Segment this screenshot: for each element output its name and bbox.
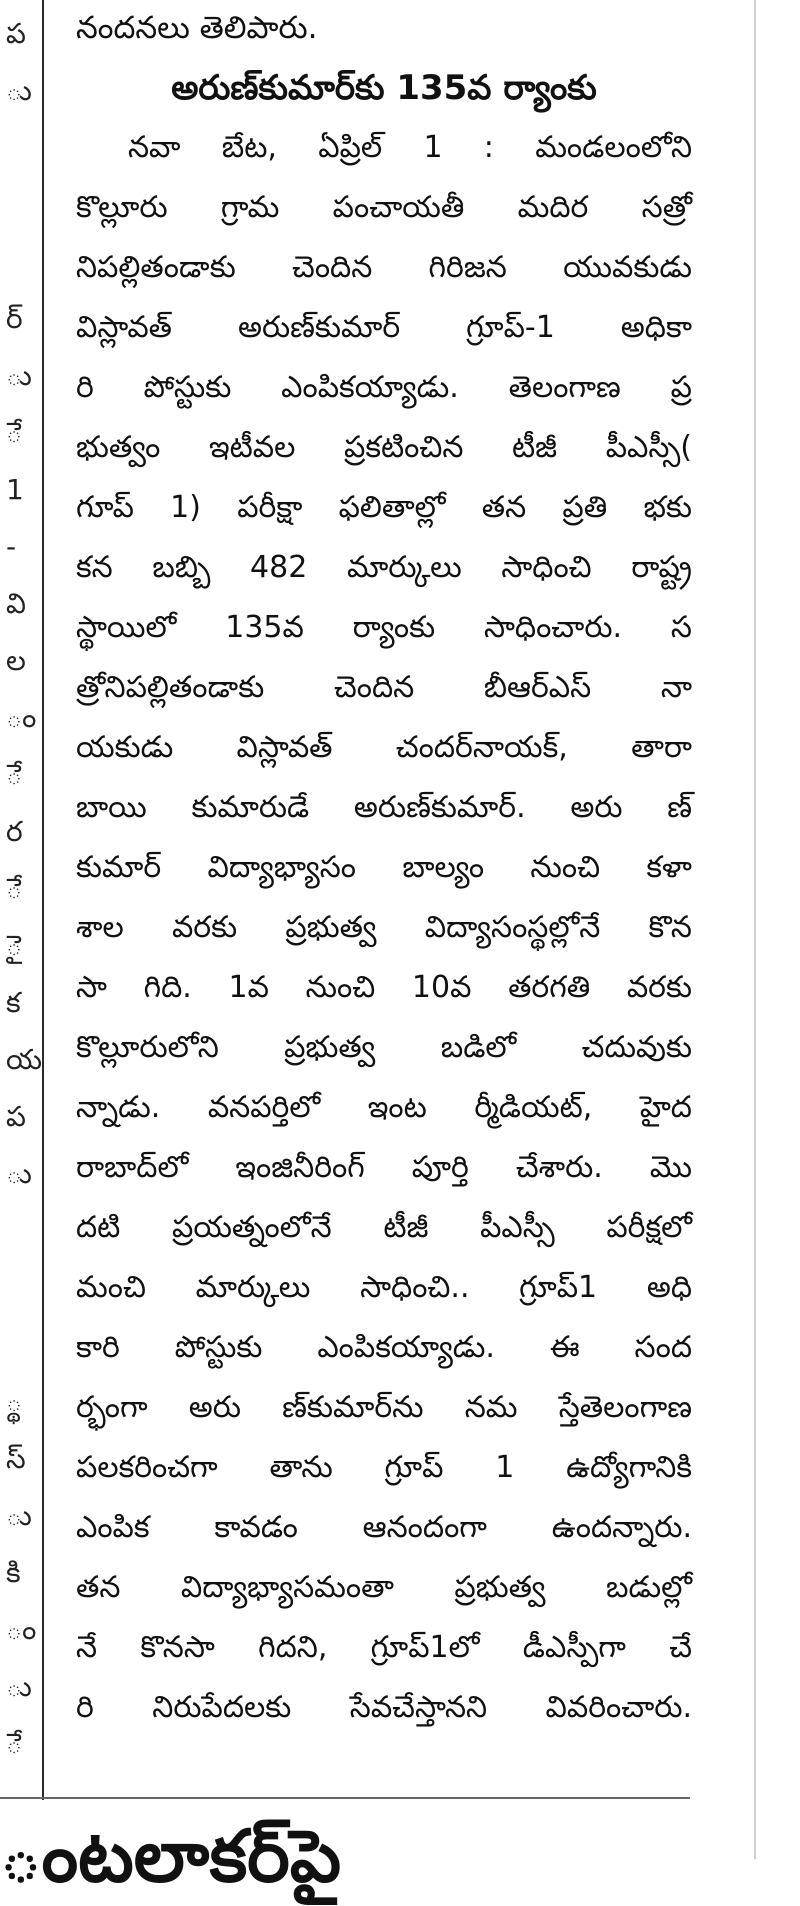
article-body-line: తన విద్యాభ్యాసమంతా ప్రభుత్వ బడుల్లో (76, 1570, 692, 1605)
article-body-line: నిపల్లితండాకు చెందిన గిరిజన యువకుడు (76, 250, 692, 285)
left-column-fragment: వి (6, 587, 26, 620)
article-body-line: స్థాయిలో 135వ ర్యాంకు సాధించారు. స (76, 610, 692, 645)
left-column-fragment: 1 (6, 473, 24, 506)
left-column-fragment: ే (6, 758, 23, 791)
article-body-line: బాయి కుమారుడే అరుణ్‌కుమార్. అరు ణ్ (76, 790, 692, 825)
next-article-headline: ంటలాకర్‌పై (0, 1814, 342, 1898)
article-body-line: దటి ప్రయత్నంలోనే టీజీ పీఎస్సీ పరీక్షలో (76, 1210, 692, 1245)
article-body-line: నవా బేట, ఏప్రిల్ 1 : మండలంలోని (128, 130, 692, 165)
article-body-line: కొల్లూరులోని ప్రభుత్వ బడిలో చదువుకు (76, 1030, 692, 1065)
left-column-fragment: ే (6, 872, 23, 905)
left-column-fragment: - (6, 530, 17, 563)
left-column-fragment: ల (6, 644, 26, 677)
left-column-fragment: ు (6, 74, 32, 107)
left-column-fragment: ం (6, 701, 37, 734)
article-body-line: గూప్ 1) పరీక్షా ఫలితాల్లో తన ప్రతి భకు (76, 490, 692, 525)
article-body-line: రాబాద్‌లో ఇంజినీరింగ్ పూర్తి చేశారు. మొ (76, 1150, 692, 1185)
article-headline: అరుణ్‌కుమార్‌కు 135వ ర్యాంకు (171, 68, 597, 108)
article-body-line: రి పోస్టుకు ఎంపికయ్యాడు. తెలంగాణ ప్ర (76, 370, 692, 405)
left-column-fragment: ర్ (6, 302, 23, 335)
left-column-fragment: ు (6, 359, 32, 392)
article-body-line: మంచి మార్కులు సాధించి.. గ్రూప్1 అధి (76, 1270, 692, 1305)
left-column-fragment: క (6, 986, 21, 1019)
left-column-fragment: ు (6, 1670, 32, 1703)
left-column-fragments (0, 0, 43, 1780)
left-column-fragment (6, 185, 36, 225)
left-column-fragment: ్థ (6, 1385, 23, 1418)
left-column-fragment: ర (6, 815, 23, 848)
article-body-line: కొల్లూరు గ్రామ పంచాయతీ మదిర సత్రో (76, 190, 692, 225)
article-body-line: పలకరించగా తాను గ్రూప్ 1 ఉద్యోగానికి (76, 1450, 692, 1485)
left-column-fragment (6, 1211, 36, 1251)
article-body-line: ఎంపిక కావడం ఆనందంగా ఉందన్నారు. (76, 1510, 692, 1545)
column-divider (42, 0, 44, 1800)
article-body-line: శాల వరకు ప్రభుత్వ విద్యాసంస్థల్లోనే కొన (76, 910, 692, 945)
left-column-fragment (6, 242, 36, 282)
left-column-fragment (6, 1325, 36, 1365)
previous-article-last-line: నందనలు తెలిపారు. (76, 10, 318, 46)
article-bottom-divider (0, 1797, 690, 1799)
article-body-line: త్రోనిపల్లితండాకు చెందిన బీఆర్‌ఎస్ నా (76, 670, 692, 705)
left-column-fragment: ు (6, 1499, 32, 1532)
article-body-line: భుత్వం ఇటీవల ప్రకటించిన టీజీ పీఎస్సీ( (76, 430, 692, 465)
article-body-line: నే కొనసా గిదని, గ్రూప్1లో డీఎస్పీగా చే (76, 1630, 692, 1665)
article-body-line: కన బబ్బి 482 మార్కులు సాధించి రాష్ట్ర (76, 550, 692, 585)
article-body (76, 118, 692, 1738)
left-column-fragment: కి (6, 1556, 21, 1589)
left-column-fragment: ే (6, 416, 23, 449)
left-column-fragment: ే (6, 1727, 23, 1760)
left-column-fragment (6, 1268, 36, 1308)
article-body-line: కుమార్ విద్యాభ్యాసం బాల్యం నుంచి కళా (76, 850, 692, 885)
left-column-fragment: ై (6, 929, 23, 962)
article-body-line: న్నాడు. వనపర్తిలో ఇంట ర్మీడియట్, హైద (76, 1090, 692, 1125)
article-body-line: విస్లావత్ అరుణ్‌కుమార్ గ్రూప్-1 అధికా (76, 310, 692, 345)
left-column-fragment: ప (6, 17, 26, 50)
left-column-fragment: య (6, 1043, 43, 1076)
left-column-fragment: ప (6, 1100, 26, 1133)
article-body-line: రి నిరుపేదలకు సేవచేస్తానని వివరించారు. (76, 1690, 692, 1725)
article-body-line: కారి పోస్టుకు ఎంపికయ్యాడు. ఈ సంద (76, 1330, 692, 1365)
article-body-line: ర్భంగా అరు ణ్‌కుమార్‌ను నమ స్తేతెలంగాణ (76, 1390, 692, 1425)
left-column-fragment: ం (6, 1613, 37, 1646)
left-column-fragment: స్ (6, 1442, 26, 1475)
page-edge-divider (754, 0, 756, 1859)
left-column-fragment: ు (6, 1157, 32, 1190)
article-body-line: సా గిది. 1వ నుంచి 10వ తరగతి వరకు (76, 970, 692, 1005)
article-body-line: యకుడు విస్లావత్ చందర్‌నాయక్, తారా (76, 730, 692, 765)
left-column-fragment (6, 128, 36, 168)
